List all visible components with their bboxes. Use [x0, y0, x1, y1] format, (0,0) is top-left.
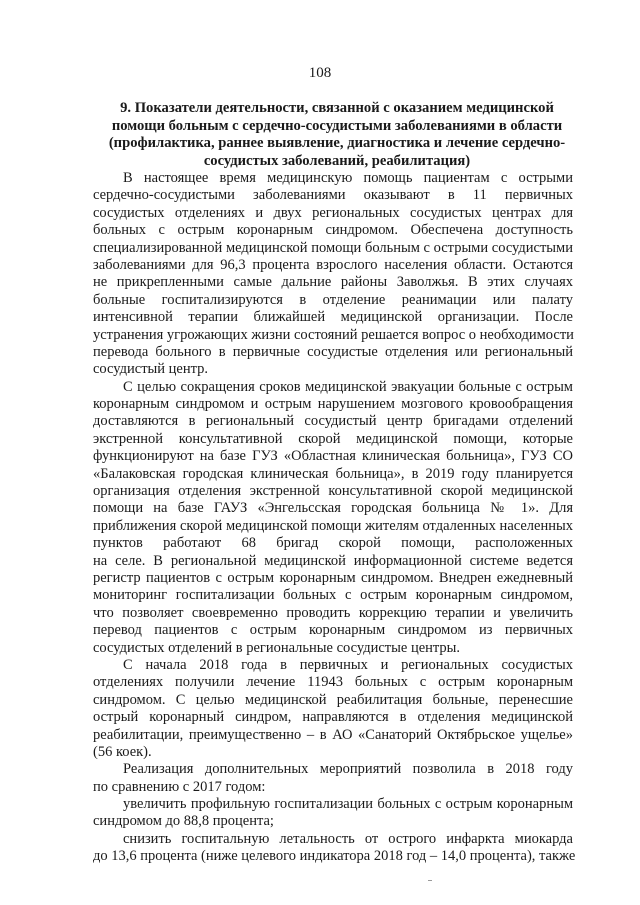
heading-line: сосудистых заболеваний, реабилитация) [203, 152, 471, 169]
text-line: увеличить профильную госпитализации больных с острым коронарным [123, 796, 573, 813]
text-line: (56 коек). [93, 743, 152, 760]
text-line: помощи на базе ГАУЗ «Энгельсская городская больница № 1». Для [93, 500, 573, 517]
text-line: заболеваниями для 96,3 процента взрослого населения области. Остаются [93, 256, 573, 273]
paragraph [93, 379, 573, 657]
text-line: регистр пациентов с острым коронарным синдромом. Внедрен ежедневный [93, 569, 573, 586]
scan-artifact [428, 880, 432, 881]
text-line: экстренной консультативной скорой медицинской помощи, которые [93, 430, 573, 447]
section-heading [102, 100, 572, 170]
text-line: мониторинг госпитализации больных с острым коронарным синдромом, [93, 587, 573, 604]
page-number: 108 [308, 65, 332, 81]
paragraph [93, 170, 573, 379]
text-line: снизить госпитальную летальность от острого инфаркта миокарда [123, 830, 573, 847]
text-line: реабилитации, преимущественно – в АО «Санаторий Октябрьское ущелье» [93, 726, 573, 743]
text-line: В настоящее время медицинскую помощь пациентам с острыми [123, 170, 573, 186]
text-line: не прикрепленными самые дальние районы Заволжья. В этих случаях [93, 274, 573, 291]
text-line: больные госпитализируются в отделение реанимации или палату [93, 291, 573, 308]
text-line: синдромом. С целью медицинской реабилитация больные, перенесшие [93, 691, 573, 708]
text-line: «Балаковская городская клиническая больница», в 2019 году планируется [93, 465, 573, 482]
heading-line: помощи больным с сердечно-сосудистыми заболеваниями в области [111, 117, 563, 134]
text-line: функционируют на базе ГУЗ «Областная клиническая больница», ГУЗ СО [93, 448, 573, 465]
text-line: сосудистых отделениях и двух региональных сосудистых центрах для [93, 204, 573, 221]
heading-line: 9. Показатели деятельности, связанной с оказанием медицинской [120, 100, 554, 116]
paragraph [93, 830, 576, 866]
text-line: отделениях получили лечение 11943 больных с острым коронарным [93, 674, 573, 691]
text-line: пунктов работают 68 бригад скорой помощи, расположенных [93, 535, 573, 552]
text-line: интенсивной терапии ближайшей медицинской организации. После [93, 309, 573, 326]
text-line: перевода больного в первичные сосудистые отделения или региональный [93, 343, 573, 360]
text-line: сосудистых отделений в региональные сосудистые центры. [93, 639, 461, 656]
paragraph [93, 796, 573, 831]
text-line: сосудистый центр. [93, 361, 209, 378]
paragraph [93, 761, 573, 796]
text-line: Реализация дополнительных мероприятий позволила в 2018 году [123, 761, 573, 778]
text-line: коронарным синдромом и острым нарушением мозгового кровообращения [93, 396, 573, 413]
text-line: С начала 2018 года в первичных и региональных сосудистых [123, 656, 573, 673]
text-line: что позволяет своевременно проводить коррекцию терапии и увеличить [93, 604, 573, 621]
text-line: организация отделения экстренной консультативной скорой медицинской [93, 483, 573, 500]
text-line: приближения скорой медицинской помощи жителям отдаленных населенных [93, 517, 573, 534]
text-line: острый коронарный синдром, направляются в отделения медицинской [93, 709, 573, 726]
text-line: по сравнению с 2017 годом: [93, 778, 266, 795]
text-line: С целью сокращения сроков медицинской эвакуации больные с острым [123, 378, 573, 395]
document-body [93, 170, 576, 866]
text-line: на селе. В региональной медицинской информационной системе ведется [93, 552, 573, 569]
text-line: до 13,6 процента (ниже целевого индикатора 2018 год – 14,0 процента), также [93, 848, 576, 865]
paragraph [93, 657, 573, 761]
heading-line: (профилактика, раннее выявление, диагностика и лечение сердечно- [108, 135, 566, 152]
text-line: сердечно-сосудистыми заболеваниями оказывают в 11 первичных [93, 187, 573, 204]
text-line: доставляются в региональный сосудистый центр бригадами отделений [93, 413, 573, 430]
text-line: устранения угрожающих жизни состояний решается вопрос о необходимости [93, 326, 574, 343]
text-line: синдромом до 88,8 процента; [93, 813, 274, 830]
text-line: больных с острым коронарным синдромом. Обеспечена доступность [93, 222, 573, 239]
text-line: специализированной медицинской помощи больным с острыми сосудистыми [93, 239, 573, 256]
text-line: перевод пациентов с острым коронарным синдромом из первичных [93, 622, 573, 639]
